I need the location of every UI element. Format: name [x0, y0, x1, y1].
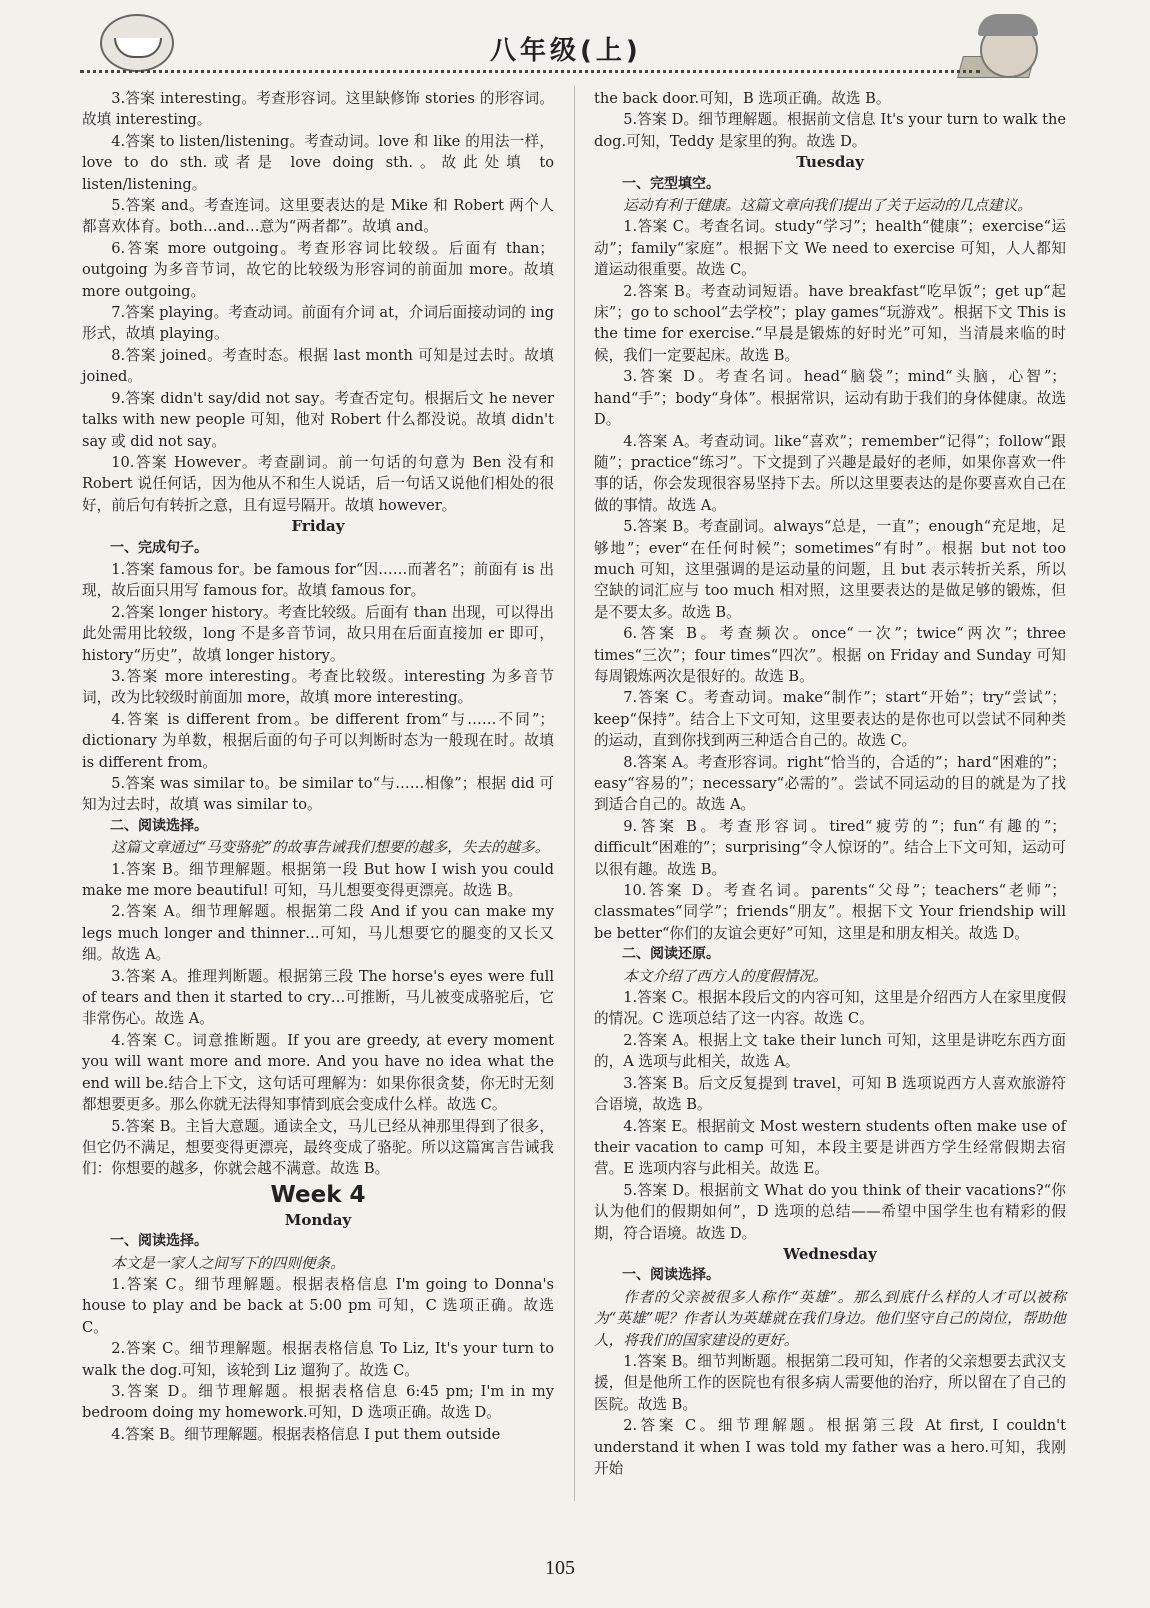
section-heading: 二、阅读还原。 [622, 946, 720, 963]
answer-paragraph: 5.答案 was similar to。be similar to“与……相像”；根据 did 可知为过去时，故填 was similar to。 [82, 775, 554, 814]
answer-paragraph: 4.答案 C。词意推断题。If you are greedy, at every moment you will want more and more. And you have no idea what the end will be.结合上下文，这句话可理解为：如果你很贪婪，你无时无刻都想要更多。那么你就无法得知事情到底会变成什么样。故选 C。 [82, 1031, 554, 1114]
section-heading: 一、完成句子。 [110, 539, 208, 556]
answer-paragraph: 6.答案 more outgoing。考查形容词比较级。后面有 than；outgoing 为多音节词，故它的比较级为形容词的前面加 more。故填 more outgoing。 [82, 239, 554, 300]
answer-paragraph: 5.答案 D。根据前文 What do you think of their vacations?“你认为他们的假期如何”，D 选项的总结——希望中国学生也有精彩的假期，符合语境。故选 D。 [594, 1181, 1066, 1242]
answer-paragraph: 3.答案 B。后文反复提到 travel，可知 B 选项说西方人喜欢旅游符合语境，故选 B。 [594, 1074, 1066, 1114]
section-heading: 一、阅读选择。 [622, 1267, 720, 1284]
answer-paragraph: 7.答案 playing。考查动词。前面有介词 at，介词后面接动词的 ing 形式，故填 playing。 [82, 304, 554, 343]
day-heading: Monday [284, 1210, 352, 1229]
page-header [0, 0, 1150, 80]
passage-summary: 这篇文章通过“马变骆驼”的故事告诫我们想要的越多，失去的越多。 [111, 839, 550, 857]
header-divider [80, 70, 980, 73]
answer-paragraph: 7.答案 C。考查动词。make“制作”；start“开始”；try“尝试”；keep“保持”。结合上下文可知，这里要表达的是你也可以尝试不同种类的运动，直到你找到两三种适合自己的。故选 C。 [594, 689, 1066, 750]
answer-paragraph: 3.答案 interesting。考查形容词。这里缺修饰 stories 的形容词。故填 interesting。 [82, 90, 554, 129]
answer-paragraph: 1.答案 C。考查名词。study“学习”；health“健康”；exercise“运动”；family“家庭”。根据下文 We need to exercise 可知，人人都知道运动很重要。故选 C。 [594, 218, 1066, 279]
answer-paragraph: 3.答案 D。考查名词。head“脑袋”；mind“头脑，心智”；hand“手”；body“身体”。根据常识，运动有助于我们的身体健康。故选 D。 [594, 368, 1066, 429]
week-heading: Week 4 [270, 1181, 366, 1208]
section-heading: 二、阅读选择。 [110, 817, 208, 834]
answer-paragraph: 4.答案 A。考查动词。like“喜欢”；remember“记得”；follow“跟随”；practice“练习”。下文提到了兴趣是最好的老师，如果你喜欢一件事的话，你会发现很容易坚持下去。所以这里要表达的是你要喜欢自己在做的事情。故选 A。 [594, 432, 1066, 514]
answer-paragraph: 1.答案 B。细节理解题。根据第一段 But how I wish you could make me more beautiful! 可知，马儿想要变得更漂亮。故选 B。 [82, 860, 554, 900]
answer-paragraph: 8.答案 joined。考查时态。根据 last month 可知是过去时。故填 joined。 [82, 346, 554, 386]
answer-paragraph: 2.答案 C。细节理解题。根据表格信息 To Liz, It's your turn to walk the dog.可知，该轮到 Liz 遛狗了。故选 C。 [82, 1340, 554, 1379]
answer-paragraph: 5.答案 B。考查副词。always“总是，一直”；enough“充足地，足够地”；ever“在任何时候”；sometimes“有时”。根据 but not too much 可知，这里强调的是运动量的问题，且 but 表示转折关系，所以空缺的词汇应与 too much 相对照，这里要表达的是做足够的锻炼，但是不要太多。故选 B。 [594, 518, 1066, 621]
section-heading: 一、完型填空。 [622, 175, 720, 192]
answer-paragraph: 10.答案 D。考查名词。parents“父母”；teachers“老师”；classmates“同学”；friends“朋友”。根据下文 Your friendship will be better“你们的友谊会更好”可知，这里是和朋友相关。故选 D。 [594, 882, 1066, 942]
answer-paragraph: 10.答案 However。考查副词。前一句话的句意为 Ben 没有和 Robert 说任何话，因为他从不和生人说话，后一句话又说他们相处的很好，前后句有转折之意，且有逗号隔开。故填 however。 [82, 453, 554, 514]
page-number: 105 [545, 1557, 575, 1579]
day-heading: Tuesday [796, 153, 864, 172]
answer-paragraph: 3.答案 A。推理判断题。根据第三段 The horse's eyes were full of tears and then it started to cry…可推断，马儿被变成骆驼后，它非常伤心。故选 A。 [82, 967, 554, 1028]
answer-paragraph: 6.答案 B。考查频次。once“一次”；twice“两次”；three times“三次”；four times“四次”。根据 on Friday and Sunday 可知每周锻炼两次是很好的。故选 B。 [594, 625, 1066, 685]
answer-paragraph: 9.答案 B。考查形容词。tired“疲劳的”；fun“有趣的”；difficult“困难的”；surprising“令人惊讶的”。结合上下文可知，运动可以很有趣。故选 B。 [594, 817, 1066, 878]
answer-paragraph: 5.答案 B。主旨大意题。通读全文，马儿已经从神那里得到了很多，但它仍不满足，想要变得更漂亮，最终变成了骆驼。所以这篇寓言告诫我们：你想要的越多，你就会越不满意。故选 B。 [82, 1117, 554, 1178]
section-heading: 一、阅读选择。 [110, 1233, 208, 1250]
header-title: 八年级(上) [490, 36, 642, 66]
answer-paragraph: 4.答案 is different from。be different from“与……不同”；dictionary 为单数，根据后面的句子可以判断时态为一般现在时。故填 is different from。 [82, 710, 554, 771]
answer-paragraph: 4.答案 to listen/listening。考查动词。love 和 like 的用法一样，love to do sth.或者是 love doing sth.。故此处填 to listen/listening。 [82, 132, 554, 193]
answer-paragraph: 5.答案 D。细节理解题。根据前文信息 It's your turn to walk the dog.可知，Teddy 是家里的狗。故选 D。 [594, 111, 1066, 150]
answer-paragraph: 2.答案 longer history。考查比较级。后面有 than 出现，可以得出此处需用比较级，long 不是多音节词，故只用在后面直接加 er 即可，history“历史”，故填 longer history。 [82, 603, 554, 664]
answer-paragraph: 2.答案 C。细节理解题。根据第三段 At first, I couldn't understand it when I was told my father was a hero.可知，我刚开始 [594, 1417, 1066, 1477]
passage-summary: 本文介绍了西方人的度假情况。 [623, 967, 828, 985]
answer-paragraph: 5.答案 and。考查连词。这里要表达的是 Mike 和 Robert 两个人都喜欢体育。both…and…意为“两者都”。故填 and。 [82, 197, 554, 236]
passage-summary: 作者的父亲被很多人称作“英雄”。那么到底什么样的人才可以被称为“英雄”呢？作者认为英雄就在我们身边。他们坚守自己的岗位，帮助他人，将我们的国家建设的更好。 [594, 1288, 1066, 1349]
answer-paragraph: 1.答案 famous for。be famous for“因……而著名”；前面有 is 出现，故后面只用写 famous for。故填 famous for。 [82, 560, 554, 600]
passage-summary: 运动有利于健康。这篇文章向我们提出了关于运动的几点建议。 [623, 197, 1032, 215]
answer-paragraph: 3.答案 more interesting。考查比较级。interesting 为多音节词，改为比较级时前面加 more，故填 more interesting。 [82, 667, 554, 707]
day-heading: Friday [291, 517, 345, 536]
day-heading: Wednesday [783, 1244, 877, 1263]
answer-paragraph: 9.答案 didn't say/did not say。考查否定句。根据后文 he never talks with new people 可知，他对 Robert 什么都没说。故填 didn't say 或 did not say。 [82, 389, 554, 450]
smiley-mascot-icon [100, 14, 174, 72]
answer-paragraph: 3.答案 D。细节理解题。根据表格信息 6:45 pm; I'm in my bedroom doing my homework.可知，D 选项正确。故选 D。 [82, 1382, 554, 1422]
answer-paragraph: 4.答案 E。根据前文 Most western students often make use of their vacation to camp 可知，本段主要是讲西方学生经常假期去宿营。E 选项内容与此相关。故选 E。 [594, 1117, 1066, 1178]
answer-paragraph: 8.答案 A。考查形容词。right“恰当的，合适的”；hard“困难的”；easy“容易的”；necessary“必需的”。尝试不同运动的目的就是为了找到适合自己的。故选 A。 [594, 753, 1066, 814]
answer-paragraph: 2.答案 B。考查动词短语。have breakfast“吃早饭”；get up“起床”；go to school“去学校”；play games“玩游戏”。根据下文 This is the time for exercise.“早晨是锻炼的好时光”可知，当清晨来临的时候，我们一定要起床。故选 B。 [594, 282, 1066, 364]
answer-paragraph: 1.答案 C。根据本段后文的内容可知，这里是介绍西方人在家里度假的情况。C 选项总结了这一内容。故选 C。 [594, 989, 1066, 1028]
right-column [594, 88, 1066, 1479]
answer-paragraph: the back door.可知，B 选项正确。故选 B。 [594, 90, 891, 107]
answer-paragraph: 2.答案 A。细节理解题。根据第二段 And if you can make my legs much longer and thinner…可知，马儿想要它的腿变的又长又细。故选 A。 [82, 903, 554, 964]
passage-summary: 本文是一家人之间写下的四则便条。 [111, 1254, 345, 1272]
column-divider [574, 86, 575, 1501]
left-column [82, 88, 554, 1445]
answer-paragraph: 4.答案 B。细节理解题。根据表格信息 I put them outside [111, 1425, 501, 1443]
answer-paragraph: 1.答案 B。细节判断题。根据第二段可知，作者的父亲想要去武汉支援，但是他所工作的医院也有很多病人需要他的治疗，所以留在了自己的医院。故选 B。 [594, 1352, 1066, 1413]
answer-paragraph: 1.答案 C。细节理解题。根据表格信息 I'm going to Donna's house to play and be back at 5:00 pm 可知，C 选项正确。故选 C。 [82, 1275, 554, 1336]
answer-paragraph: 2.答案 A。根据上文 take their lunch 可知，这里是讲吃东西方面的，A 选项与此相关，故选 A。 [594, 1031, 1066, 1071]
